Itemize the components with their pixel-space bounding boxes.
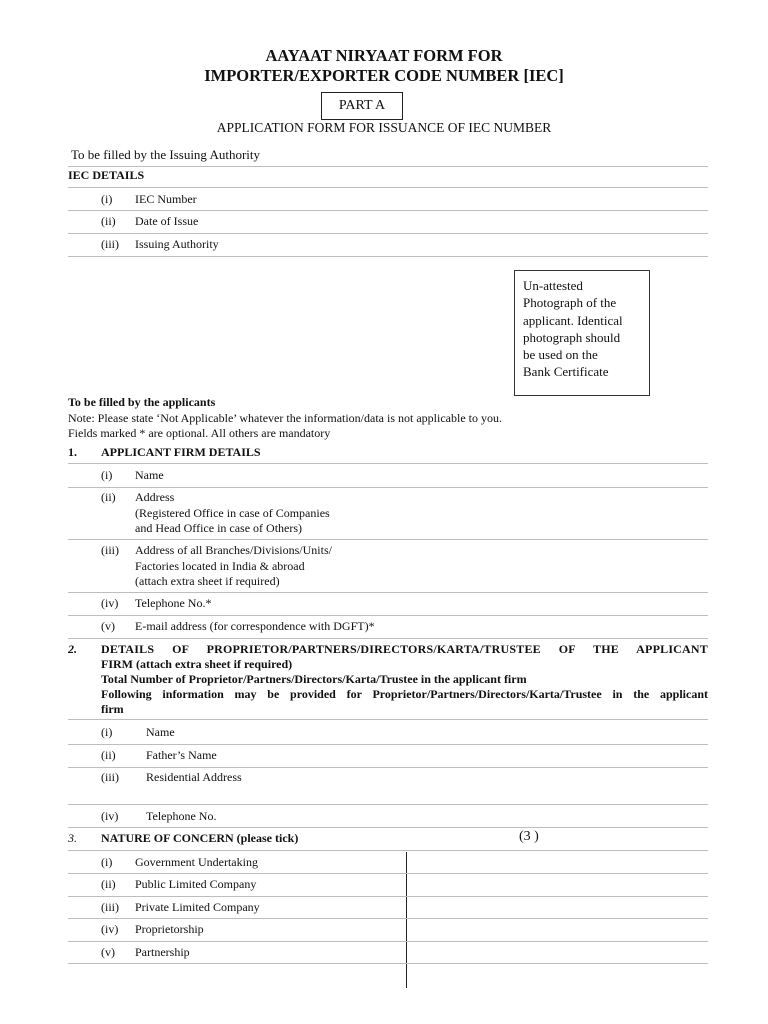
applicants-note: Note: Please state ‘Not Applicable’ whatever the information/data is not applicable to you. (68, 411, 502, 425)
divider (68, 210, 708, 211)
item-number: (iii) (101, 237, 119, 251)
item-number: (v) (101, 619, 115, 633)
option-private-limited-company[interactable]: Private Limited Company (135, 900, 260, 914)
divider (68, 941, 708, 942)
item-number: (i) (101, 725, 113, 739)
divider (68, 256, 708, 257)
authority-intro: To be filled by the Issuing Authority (71, 147, 261, 162)
divider (68, 638, 708, 639)
divider (68, 615, 708, 616)
divider (68, 487, 708, 488)
item-number: (iii) (101, 543, 119, 557)
field-label-line: Factories located in India & abroad (135, 558, 305, 573)
item-number: (iii) (101, 770, 119, 784)
photo-text-line: applicant. Identical (523, 312, 623, 328)
residential-address-field[interactable]: Residential Address (146, 770, 242, 784)
item-number: (ii) (101, 877, 116, 891)
form-title-line2: IMPORTER/EXPORTER CODE NUMBER [IEC] (204, 66, 564, 85)
photo-text-line: Bank Certificate (523, 364, 609, 380)
divider (68, 804, 708, 805)
proprietor-telephone-field[interactable]: Telephone No. (146, 809, 217, 823)
telephone-field[interactable]: Telephone No.* (135, 596, 212, 610)
form-subtitle: APPLICATION FORM FOR ISSUANCE OF IEC NUMBER (216, 120, 552, 135)
photo-text-line: photograph should (523, 329, 621, 345)
item-number: (ii) (101, 214, 116, 228)
divider (68, 233, 708, 234)
item-number: (i) (101, 855, 113, 869)
photo-text-line: be used on the (523, 347, 598, 363)
iec-number-field[interactable]: IEC Number (135, 192, 197, 206)
section2-info-note-cont: firm (101, 702, 124, 716)
fathers-name-field[interactable]: Father’s Name (146, 748, 217, 762)
divider (68, 918, 708, 919)
item-number: (iv) (101, 922, 119, 936)
photograph-box[interactable] (514, 270, 650, 396)
divider (68, 744, 708, 745)
divider (68, 539, 708, 540)
field-label-line: Address of all Branches/Divisions/Units/ (135, 543, 332, 557)
applicants-heading: To be filled by the applicants (68, 395, 216, 409)
iec-details-heading: IEC DETAILS (68, 168, 145, 182)
option-partnership[interactable]: Partnership (135, 945, 190, 959)
divider (68, 166, 708, 167)
item-number: (ii) (101, 748, 116, 762)
email-field[interactable]: E-mail address (for correspondence with DGFT)* (135, 619, 375, 633)
section-number: 3. (68, 831, 77, 845)
divider (68, 719, 708, 720)
section2-title: DETAILS OF PROPRIETOR/PARTNERS/DIRECTORS/KARTA/TRUSTEE OF THE APPLICANT (101, 642, 708, 656)
section2-title-cont: FIRM (attach extra sheet if required) (101, 657, 293, 671)
section1-title: APPLICANT FIRM DETAILS (101, 445, 261, 459)
section-number: 2. (68, 642, 77, 656)
item-number: (v) (101, 945, 115, 959)
divider (68, 850, 708, 851)
date-of-issue-field[interactable]: Date of Issue (135, 214, 199, 228)
divider (68, 873, 708, 874)
section3-title: NATURE OF CONCERN (please tick) (101, 831, 299, 845)
option-proprietorship[interactable]: Proprietorship (135, 922, 204, 936)
proprietor-name-field[interactable]: Name (146, 725, 175, 739)
field-label-line: and Head Office in case of Others) (135, 521, 303, 535)
item-number: (iii) (101, 900, 119, 914)
field-label-line: (attach extra sheet if required) (135, 574, 280, 588)
item-number: (iv) (101, 809, 119, 823)
divider (68, 463, 708, 464)
tick-mark: (3 ) (519, 829, 539, 844)
section2-total-number[interactable]: Total Number of Proprietor/Partners/Directors/Karta/Trustee in the applicant firm (101, 672, 527, 686)
item-number: (i) (101, 468, 113, 482)
item-number: (ii) (101, 490, 116, 504)
issuing-authority-field[interactable]: Issuing Authority (135, 237, 219, 251)
item-number: (iv) (101, 596, 119, 610)
firm-address-field[interactable] (135, 490, 330, 537)
divider (68, 963, 708, 964)
part-label: PART A (321, 92, 403, 120)
option-public-limited-company[interactable]: Public Limited Company (135, 877, 257, 891)
firm-name-field[interactable]: Name (135, 468, 164, 482)
form-title-line1: AAYAAT NIRYAAT FORM FOR (265, 46, 503, 65)
divider (68, 187, 708, 188)
field-label-line: Address (135, 490, 175, 504)
section2-info-note: Following information may be provided for Proprietor/Partners/Directors/Karta/Trustee in the applicant (101, 687, 708, 701)
item-number: (i) (101, 192, 113, 206)
divider (68, 592, 708, 593)
field-label-line: (Registered Office in case of Companies (135, 505, 330, 520)
photo-text-line: Un-attested (523, 278, 583, 293)
option-government-undertaking[interactable]: Government Undertaking (135, 855, 258, 869)
branches-address-field[interactable] (135, 543, 332, 590)
divider (68, 767, 708, 768)
divider (68, 896, 708, 897)
photo-text-line: Photograph of the (523, 295, 617, 311)
divider (68, 827, 708, 828)
section-number: 1. (68, 445, 77, 459)
applicants-mandatory-note: Fields marked * are optional. All others are mandatory (68, 426, 331, 440)
